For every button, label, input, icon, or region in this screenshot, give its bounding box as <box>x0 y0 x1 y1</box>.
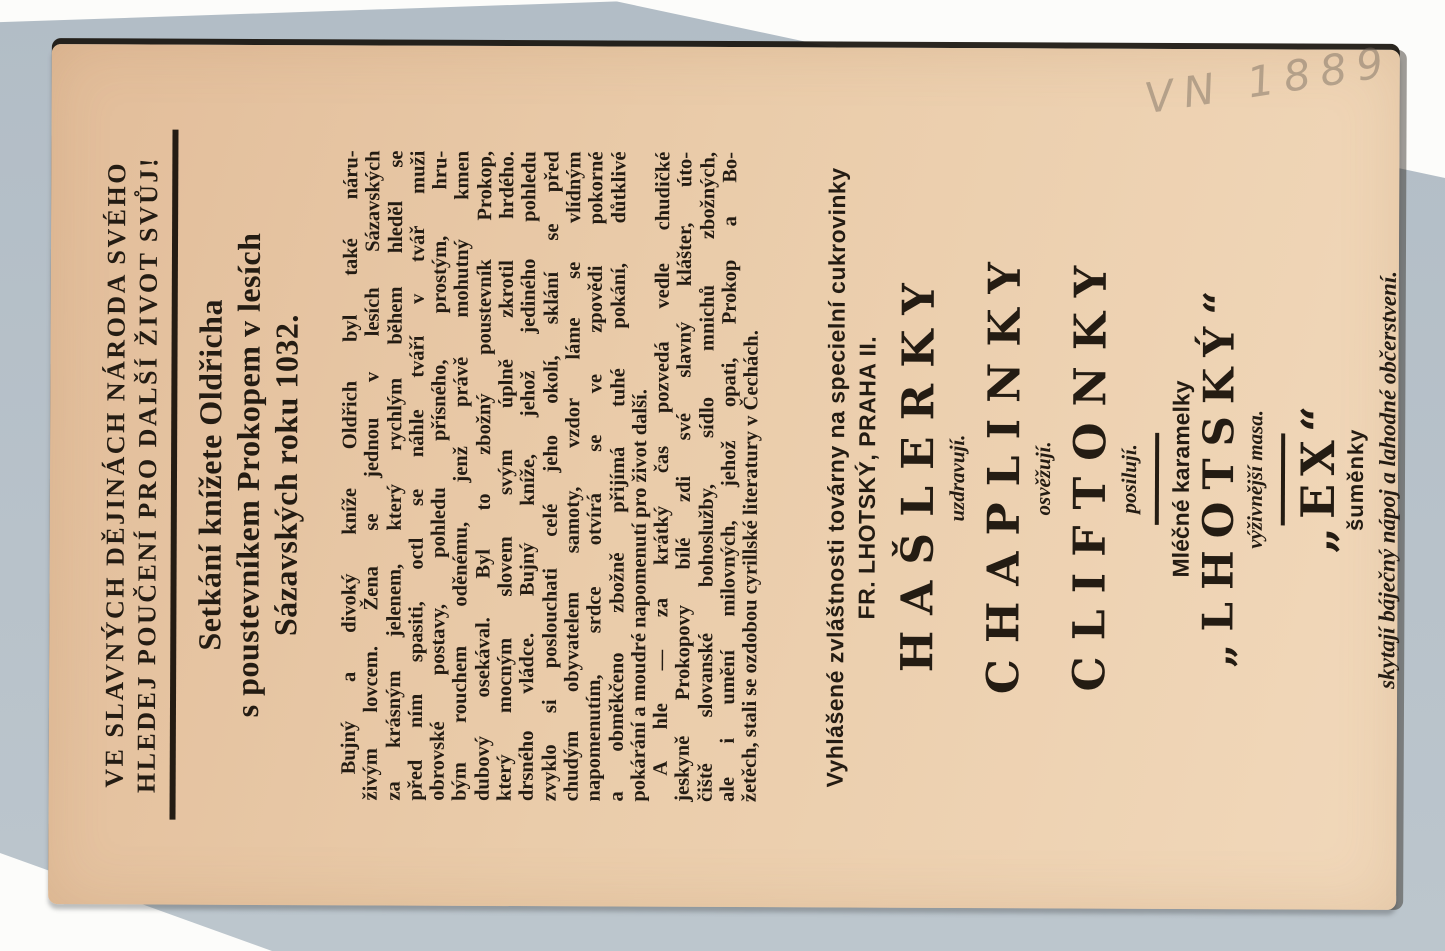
product-name: CLIFTONKY <box>1063 249 1117 692</box>
product-name: „LHOTSKÝ“ <box>1192 278 1244 668</box>
text-line: drsného vládce. Bujný kníže, jehož jediného pohledu <box>515 151 541 802</box>
text-line: jeskyně Prokopovy bílé zdi své slavný klášter, úto- <box>672 151 697 802</box>
divider-rule-small <box>1154 433 1158 525</box>
product-haslerky <box>891 48 971 908</box>
product-tagline: skytají báječný nápoj a lahodné občerstvení. <box>1373 270 1401 689</box>
story-title-line-3: Sázavských roku 1032. <box>267 314 305 637</box>
motto-line-2: HLEDEJ POUČENÍ PRO DALŠÍ ŽIVOT SVŮJ! <box>131 155 164 794</box>
text-line: žetěch, stali se ozdobou cyrillské literatury v Čechách. <box>738 330 763 803</box>
motto <box>98 44 166 904</box>
story-title <box>189 45 307 905</box>
text-line: pokárání a moudré napomenutí pro život další. <box>627 389 652 802</box>
product-name: CHAPLINKY <box>977 246 1031 695</box>
text-line: ale i umění milovných, jehož opati, Prokop a Bo- <box>716 151 742 803</box>
text-line: dubový osekával. Byl to zbožný poustevník Prokop, <box>471 150 497 801</box>
text-line: obrovské postavy, pohledu přísného, prostým, hru- <box>426 150 452 801</box>
product-tagline: uzdravují. <box>944 434 969 522</box>
text-line: napomenutím, srdce otvírá se ve zpovědi pokorné <box>582 151 608 802</box>
text-line: zvyklo si poslouchati celé jeho okolí, sklání se před <box>538 151 564 802</box>
pencil-handwriting: VN 1889 <box>1141 36 1397 124</box>
scanner-background-corner <box>0 0 660 26</box>
text-line: před ním spasiti, octl se náhle tváří v tvář muži <box>404 150 430 801</box>
text-line: čiště slovanské bohoslužby, sídlo mnichů zbožných, <box>694 151 720 802</box>
text-line: A hle — za krátký čas pozvedá vedle chudičké <box>649 151 675 776</box>
advert-header-line-2: FR. LHOTSKÝ, PRAHA II. <box>853 335 881 620</box>
product-name: HAŠLERKY <box>891 267 945 673</box>
divider-rule <box>169 130 178 820</box>
text-line: Bujný a divoký kníže Oldřich byl také náru- <box>337 150 363 775</box>
product-tagline: posilují. <box>1116 443 1141 514</box>
product-name: „EX“ <box>1290 397 1345 554</box>
product-tagline: osvěžují. <box>1030 441 1055 516</box>
product-chaplinky <box>977 48 1057 908</box>
product-tagline: výživnější masa. <box>1242 409 1267 549</box>
text-line: chudým obyvatelem samoty, vzdor láme se vlídným <box>560 151 586 802</box>
product-caramels <box>1165 49 1269 909</box>
story-title-line-1: Setkání knížete Oldřicha <box>191 298 229 651</box>
text-line: bým rouchem oděnému, jenž právě mohutný kmen <box>449 150 474 801</box>
product-cliftonky <box>1063 48 1143 908</box>
text-line: živým lovcem. Žena se jednou v lesích Sázavských <box>359 150 385 801</box>
product-ex <box>1291 49 1403 909</box>
story-title-line-2: s poustevníkem Prokopem v lesích <box>228 232 268 718</box>
rotated-print-area <box>48 44 1400 910</box>
advert-header-line-1: Vyhlášené zvláštnosti továrny na specielní cukrovinky <box>821 167 850 788</box>
text-line: a obměkčeno zbožně přijímá tuhé pokání, důtklivé <box>605 151 630 802</box>
advert-header <box>819 47 885 907</box>
text-line: za krásným jelenem, který rychlým během hleděl se <box>382 150 408 801</box>
divider-rule-small <box>1280 433 1284 525</box>
postcard-back <box>48 36 1401 910</box>
caramels-label: Mléčné karamelky <box>1167 380 1195 578</box>
story-text <box>338 150 764 802</box>
product-subname: šuměnky <box>1342 428 1368 532</box>
motto-line-1: VE SLAVNÝCH DĚJINÁCH NÁRODA SVÉHO <box>99 160 132 788</box>
text-line: který mocným slovem svým úplně zkrotil hrdého. <box>493 151 519 802</box>
